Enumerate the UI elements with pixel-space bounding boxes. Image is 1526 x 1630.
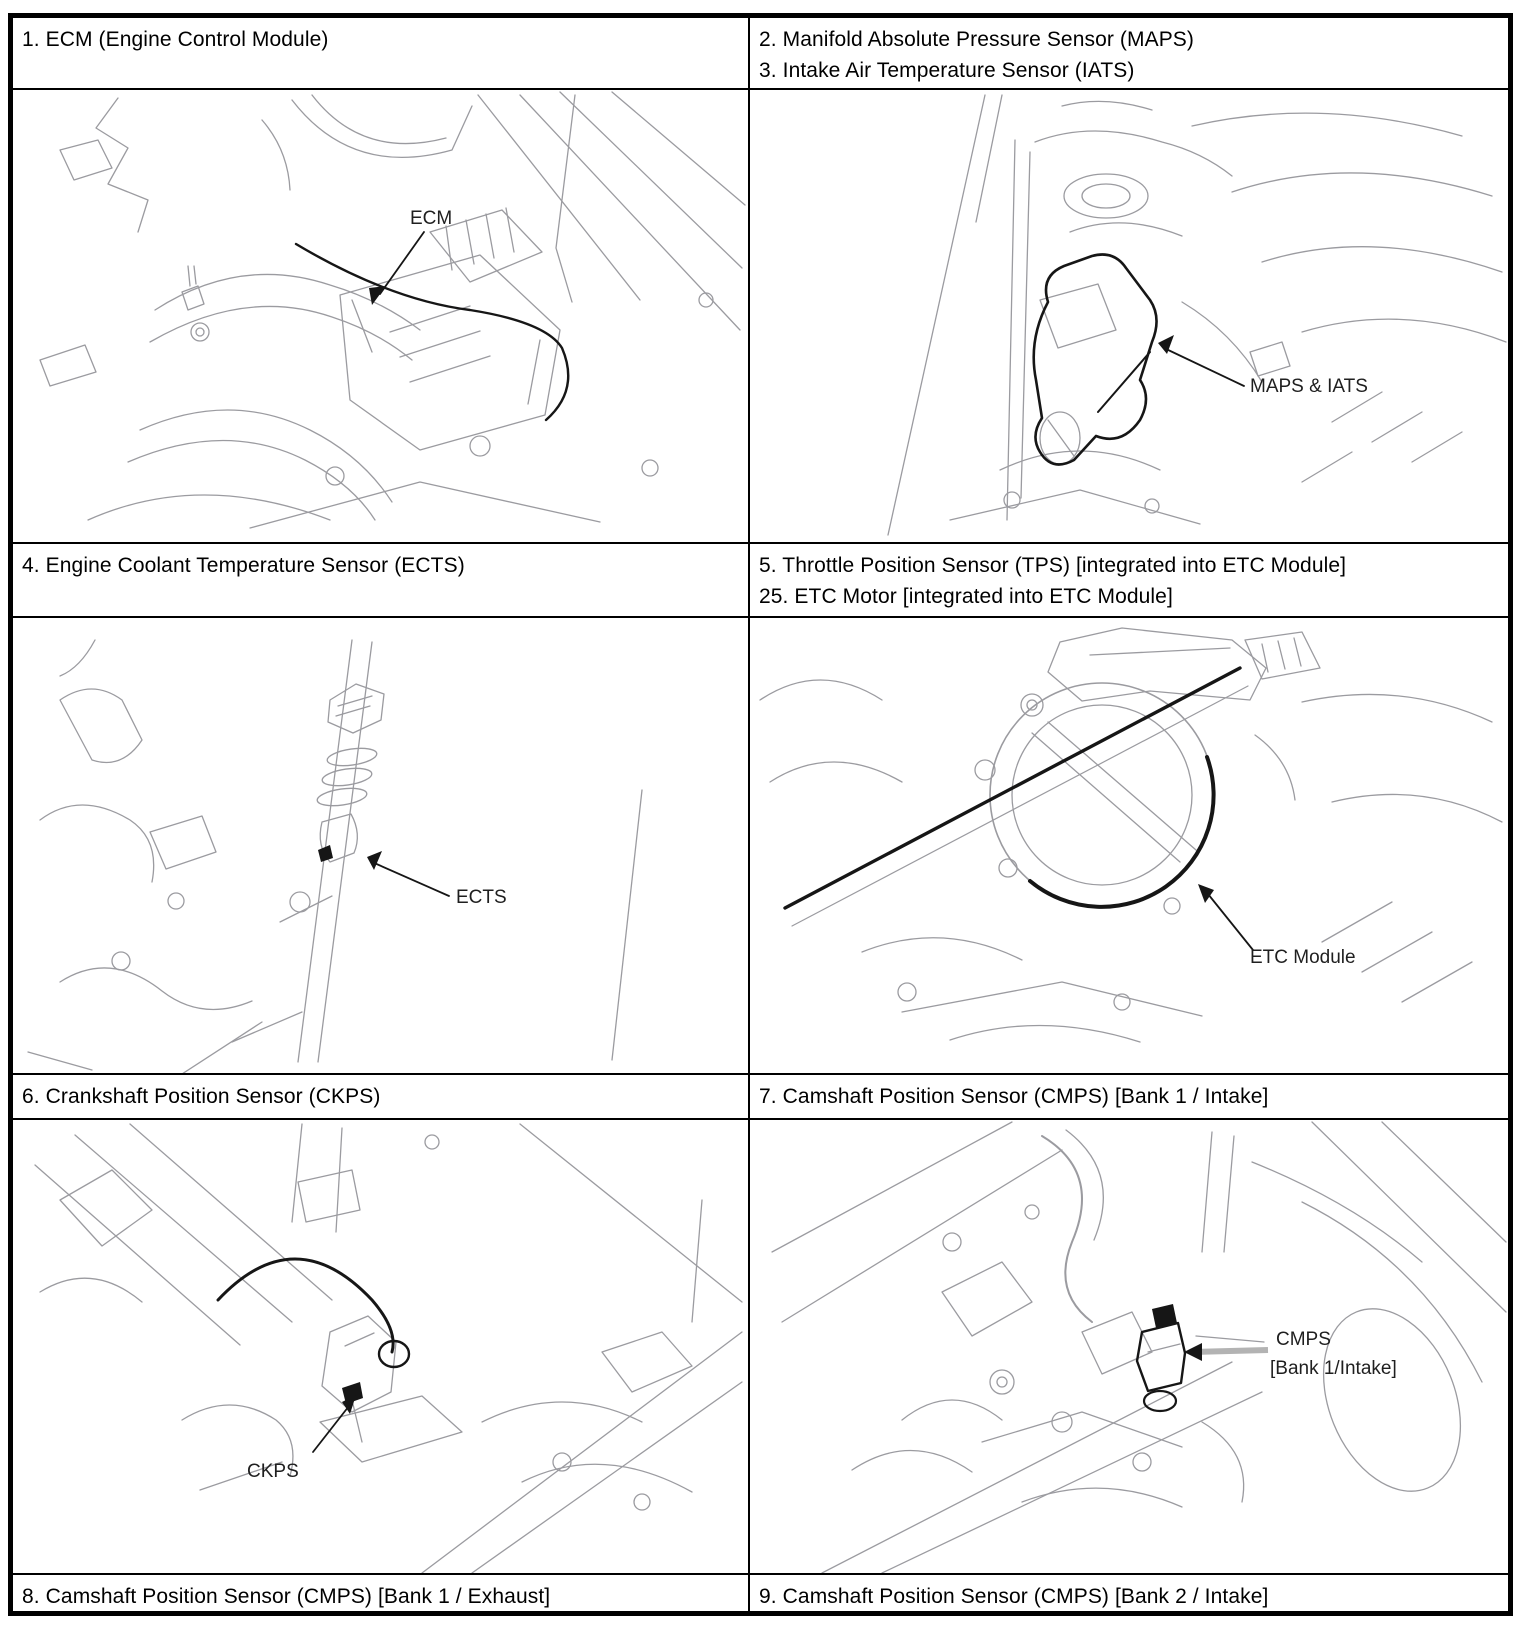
ckps-diagram [13,1120,748,1573]
engine-line-art [40,92,745,528]
ects-sensor-clip [318,845,333,862]
figure-ckps [13,1118,748,1573]
ects-diagram [13,618,748,1073]
fuel-pipe-line [785,668,1240,908]
ckps-callout [247,1395,356,1482]
label-line: 1. ECM (Engine Control Module) [22,28,329,51]
label-line: 25. ETC Motor [integrated into ETC Module] [759,585,1173,608]
maps-callout [1098,335,1368,412]
figure-ects [13,616,748,1073]
ecm-harness-outline [296,244,568,420]
etc-diagram [750,618,1508,1073]
component-location-table [8,13,1513,1616]
label-line: 6. Crankshaft Position Sensor (CKPS) [22,1085,381,1108]
engine-line-art [35,1124,742,1573]
cmps-sensor-base [1144,1391,1176,1411]
callout-maps-iats: MAPS & IATS [1250,376,1368,397]
figure-maps-iats [748,88,1508,542]
cell-label-cmps-b2-intake [748,1573,1508,1611]
cell-label-ckps [13,1073,748,1118]
ckps-harness-arc [218,1259,393,1352]
cell-label-cmps-b1-intake [748,1073,1508,1118]
label-line: 2. Manifold Absolute Pressure Sensor (MAPS) [759,28,1194,51]
callout-ecm: ECM [410,208,453,229]
callout-ckps: CKPS [247,1461,299,1482]
cell-label-ecm [13,18,748,88]
callout-ects: ECTS [456,887,507,908]
cell-label-maps-iats [748,18,1508,88]
maps-sensor-outline [1034,255,1157,465]
cell-label-tps-etc [748,542,1508,616]
etc-callout [1198,884,1356,968]
cmps-diagram [750,1120,1508,1573]
callout-cmps: CMPS [1276,1329,1331,1350]
ects-callout [367,851,507,908]
label-line: 3. Intake Air Temperature Sensor (IATS) [759,59,1135,82]
ecm-callout [369,208,452,305]
label-line: 8. Camshaft Position Sensor (CMPS) [Bank 1 / Exhaust] [22,1585,551,1608]
label-line: 5. Throttle Position Sensor (TPS) [integrated into ETC Module] [759,554,1347,577]
ecm-diagram [13,90,748,542]
figure-ecm [13,88,748,542]
arrowhead [1184,1343,1202,1361]
cell-label-ects [13,542,748,616]
callout-cmps-bank: [Bank 1/Intake] [1270,1358,1397,1379]
label-line: 9. Camshaft Position Sensor (CMPS) [Bank 2 / Intake] [759,1585,1269,1608]
cmps-callout [1184,1329,1397,1379]
figure-etc-module [748,616,1508,1073]
cmps-sensor-body [1137,1323,1185,1391]
figure-cmps-b1-intake [748,1118,1508,1573]
cell-label-cmps-b1-exhaust [13,1573,748,1611]
arrowhead [1198,884,1214,903]
maps-diagram [750,90,1508,542]
label-line: 7. Camshaft Position Sensor (CMPS) [Bank 1 / Intake] [759,1085,1269,1108]
engine-line-art [28,640,642,1073]
arrowhead [367,851,382,870]
arrowhead [369,286,386,305]
throttle-bore-highlight [1030,757,1214,907]
engine-line-art [888,95,1506,535]
label-line: 4. Engine Coolant Temperature Sensor (ECTS) [22,554,465,577]
callout-etc-module: ETC Module [1250,947,1356,968]
engine-line-art [760,628,1502,1042]
